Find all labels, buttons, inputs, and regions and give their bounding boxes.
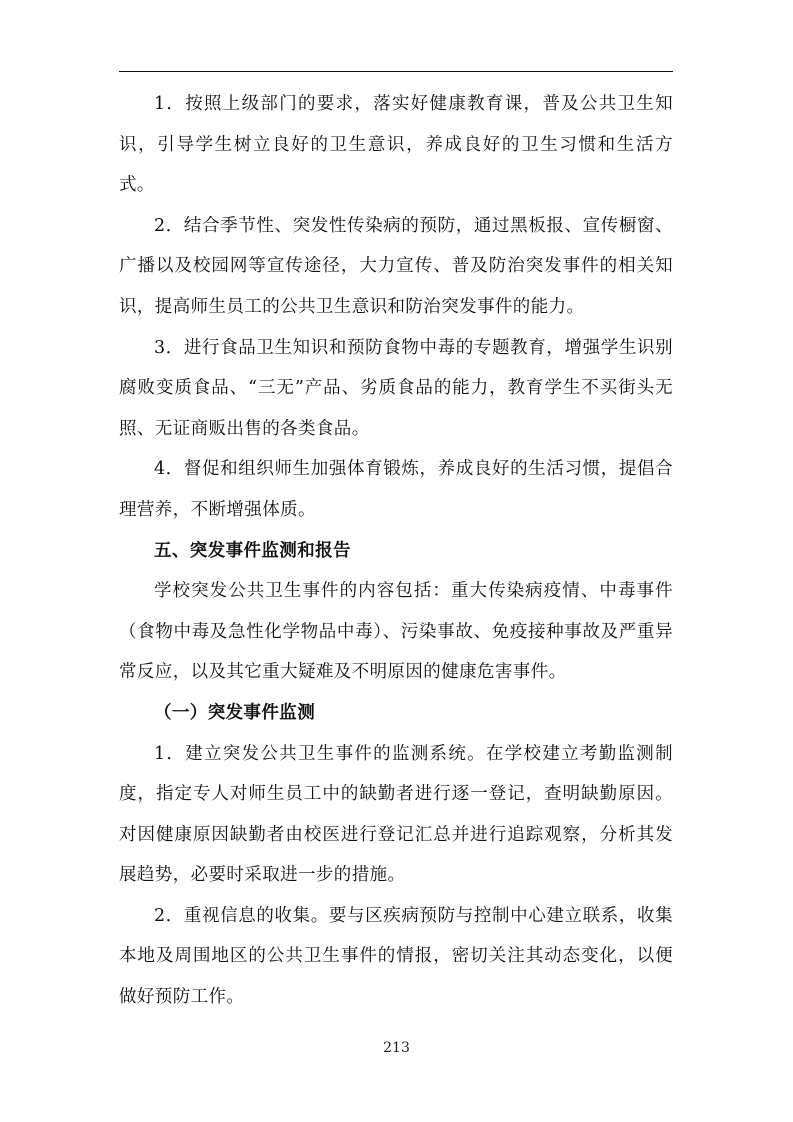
page-body [119, 84, 673, 1018]
section-heading: 五、突发事件监测和报告 [154, 540, 351, 561]
subsection-paragraph-1: 1．建立突发公共卫生事件的监测系统。在学校建立考勤监测制度，指定专人对师生员工中的缺勤者进行逐一登记，查明缺勤原因。对因健康原因缺勤者由校医进行登记汇总并进行追踪观察，分析其发展趋势，必要时采取进一步的措施。 [119, 743, 673, 886]
subsection-paragraph-2: 2．重视信息的收集。要与区疾病预防与控制中心建立联系，收集本地及周围地区的公共卫生事件的情报，密切关注其动态变化，以便做好预防工作。 [119, 905, 673, 1008]
paragraph-item-4: 4．督促和组织师生加强体育锻炼，养成良好的生活习惯，提倡合理营养，不断增强体质。 [119, 459, 673, 520]
header-rule [119, 71, 673, 72]
paragraph-item-2: 2．结合季节性、突发性传染病的预防，通过黑板报、宣传橱窗、广播以及校园网等宣传途径，大力宣传、普及防治突发事件的相关知识，提高师生员工的公共卫生意识和防治突发事件的能力。 [119, 215, 673, 317]
paragraph-item-1: 1．按照上级部门的要求，落实好健康教育课，普及公共卫生知识，引导学生树立良好的卫生意识，养成良好的卫生习惯和生活方式。 [119, 94, 673, 196]
section-intro: 学校突发公共卫生事件的内容包括：重大传染病疫情、中毒事件（食物中毒及急性化学物品中毒）、污染事故、免疫接种事故及严重异常反应，以及其它重大疑难及不明原因的健康危害事件。 [119, 581, 673, 683]
subsection-heading: （一）突发事件监测 [154, 702, 316, 723]
page-number: 213 [383, 1040, 410, 1056]
paragraph-item-3: 3．进行食品卫生知识和预防食物中毒的专题教育，增强学生识别腐败变质食品、“三无”产品、劣质食品的能力，教育学生不买街头无照、无证商贩出售的各类食品。 [119, 337, 673, 439]
